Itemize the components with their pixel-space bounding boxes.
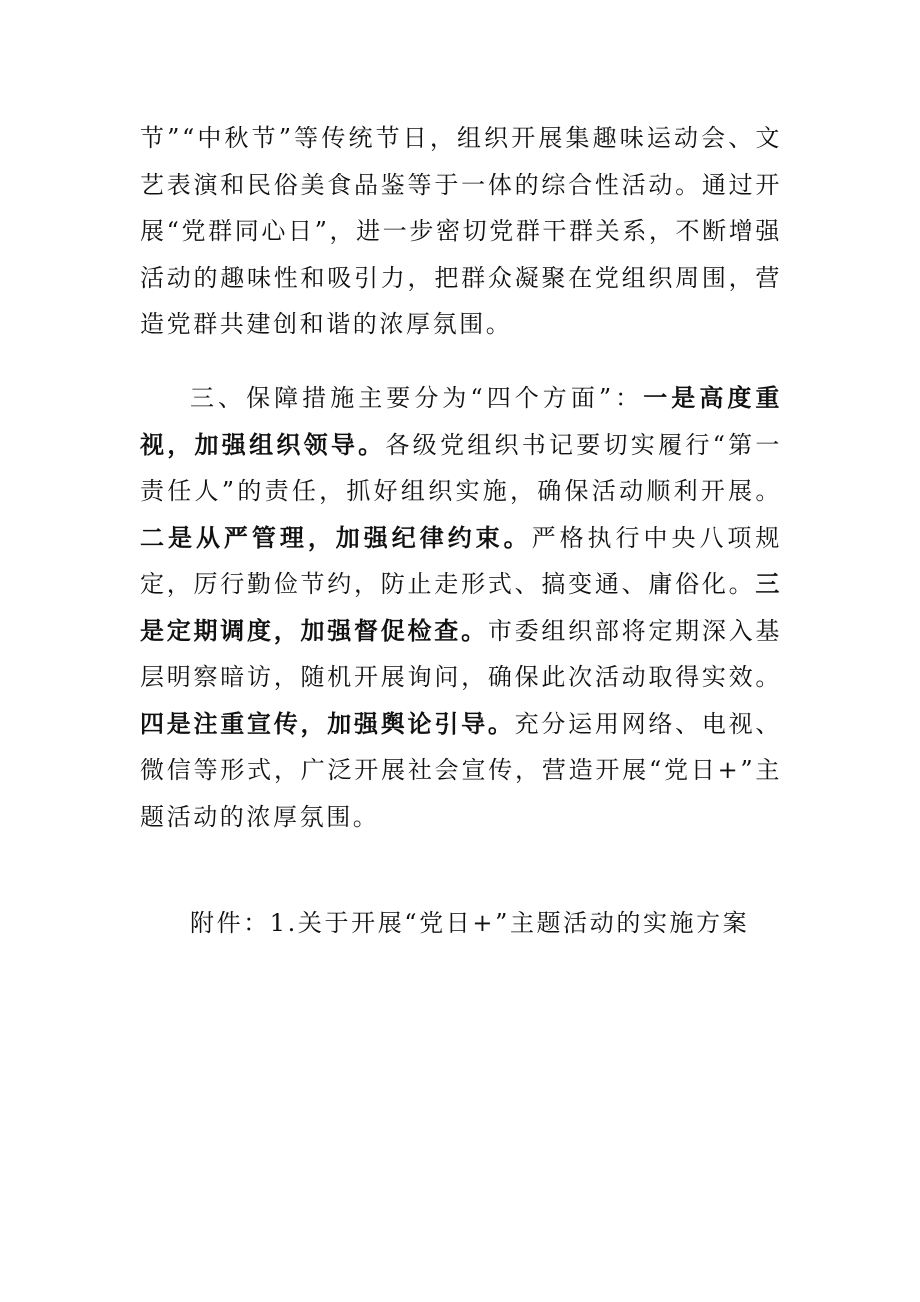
point1-text: 各级党组织书记要切实履行“第一责任人”的责任，抓好组织实施，确保活动顺利开展。 [140, 430, 782, 505]
point2-text: 严格执行中央八项规定，厉行勤俭节约，防止走形式、搞变通、庸俗化。 [140, 523, 782, 598]
paragraph-safeguards [140, 375, 782, 840]
point3-heading: 三是定期调度，加强督促检查。 [140, 569, 782, 645]
point3-text: 市委组织部将定期深入基层明察暗访，随机开展询问，确保此次活动取得实效。 [140, 616, 782, 691]
attachment-line: 附件：1.关于开展“党日+”主题活动的实施方案 [190, 909, 750, 937]
paragraph-activities: 节”“中秋节”等传统节日，组织开展集趣味运动会、文艺表演和民俗美食品鉴等于一体的综合性活动。通过开展“党群同心日”，进一步密切党群干群关系，不断增强活动的趣味性和吸引力，把群众凝聚在党组织周围，营造党群共建创和谐的浓厚氛围。 [140, 124, 782, 338]
point4-text: 充分运用网络、电视、微信等形式，广泛开展社会宣传，营造开展“党日+”主题活动的浓厚氛围。 [140, 709, 782, 831]
point1-heading: 一是高度重视，加强组织领导。 [140, 383, 782, 459]
point4-heading: 四是注重宣传，加强舆论引导。 [140, 708, 515, 738]
safeguards-intro: 三、保障措施主要分为“四个方面”： [190, 384, 644, 412]
point2-heading: 二是从严管理，加强纪律约束。 [140, 522, 532, 552]
